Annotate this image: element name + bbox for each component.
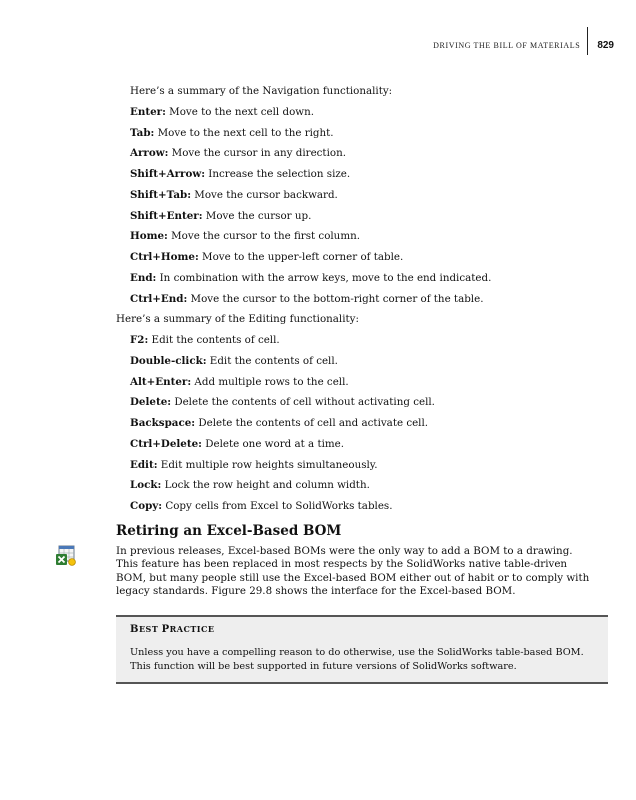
edit-item-copy [116, 500, 586, 512]
edit-item-lock [116, 479, 586, 491]
callout-title [130, 624, 594, 635]
nav-desc: Move to the upper-left corner of table. [198, 251, 404, 263]
navigation-intro: Here’s a summary of the Navigation functionality: [130, 85, 393, 97]
nav-item-home [116, 230, 586, 242]
nav-item-arrow [116, 147, 586, 159]
nav-desc: Increase the selection size. [205, 168, 351, 180]
edit-item-edit [116, 459, 586, 471]
edit-desc: Delete the contents of cell and activate cell. [195, 417, 429, 429]
nav-key: Ctrl+End: [130, 292, 188, 305]
nav-key: Home: [130, 230, 168, 243]
nav-desc: Move to the next cell to the right. [154, 126, 334, 139]
callout-title-initial: P [161, 623, 170, 635]
nav-key: Shift+Arrow: [130, 168, 206, 180]
edit-key: Alt+Enter: [130, 375, 192, 388]
nav-key: Arrow: [130, 147, 169, 160]
edit-item-f2 [116, 334, 586, 346]
edit-item-delete [116, 396, 586, 408]
nav-item-shift-tab [116, 189, 586, 201]
callout-title-smallcaps: RACTICE [169, 623, 215, 634]
nav-key: Shift+Enter: [130, 209, 203, 222]
nav-item-ctrl-home [116, 251, 586, 263]
section-heading: Retiring an Excel-Based BOM [116, 523, 342, 539]
running-title: DRIVING THE BILL OF MATERIALS [433, 40, 581, 50]
edit-item-backspace [116, 417, 586, 429]
nav-desc: Move the cursor to the bottom-right corner of the table. [187, 292, 484, 305]
excel-bom-icon [55, 545, 77, 567]
nav-item-enter [116, 106, 586, 118]
edit-desc: Edit the contents of cell. [148, 334, 280, 346]
nav-item-tab [116, 127, 586, 139]
edit-key: Copy: [130, 500, 163, 512]
edit-desc: Edit multiple row heights simultaneously. [157, 458, 378, 471]
edit-desc: Add multiple rows to the cell. [191, 375, 349, 388]
edit-desc: Lock the row height and column width. [161, 479, 370, 492]
edit-desc: Copy cells from Excel to SolidWorks tables. [162, 500, 393, 512]
nav-key: Ctrl+Home: [130, 251, 199, 263]
nav-item-end [116, 272, 586, 284]
page-content [116, 85, 590, 684]
nav-item-shift-enter [116, 210, 586, 222]
nav-desc: Move the cursor up. [202, 209, 312, 222]
edit-key: F2: [130, 334, 149, 346]
nav-desc: In combination with the arrow keys, move to the end indicated. [156, 271, 492, 284]
callout-text: Unless you have a compelling reason to do otherwise, use the SolidWorks table-based BOM. This function will be best supported in future versions of SolidWorks software. [130, 646, 584, 672]
edit-key: Double-click: [130, 354, 207, 367]
edit-desc: Edit the contents of cell. [206, 354, 338, 367]
nav-key: Tab: [130, 126, 155, 139]
edit-key: Delete: [130, 396, 172, 409]
editing-intro: Here’s a summary of the Editing functionality: [116, 313, 359, 326]
edit-key: Edit: [130, 458, 158, 471]
nav-desc: Move the cursor backward. [191, 188, 338, 201]
edit-desc: Delete the contents of cell without activating cell. [171, 396, 435, 409]
edit-key: Backspace: [130, 417, 196, 429]
running-head [433, 35, 614, 55]
page-number: 829 [597, 39, 614, 51]
callout-title-initial: B [130, 623, 139, 635]
edit-item-alt-enter [116, 376, 586, 388]
section-paragraph: In previous releases, Excel-based BOMs were the only way to add a BOM to a drawing. This feature has been replaced in most respects by the SolidWorks native table-driven BOM, but many people still use the Excel-based BOM either out of habit or to comply with legacy standards. Figure 29.8 shows the interface for the Excel-based BOM. [116, 545, 590, 598]
header-divider [587, 27, 588, 55]
section-body [116, 545, 592, 599]
nav-desc: Move the cursor to the first column. [167, 230, 360, 243]
nav-desc: Move to the next cell down. [165, 105, 314, 118]
nav-item-shift-arrow [116, 168, 586, 180]
edit-key: Lock: [130, 479, 162, 492]
nav-key: End: [130, 271, 157, 284]
nav-item-ctrl-end [116, 293, 586, 305]
nav-key: Enter: [130, 105, 166, 118]
edit-desc: Delete one word at a time. [201, 437, 345, 450]
nav-key: Shift+Tab: [130, 188, 191, 201]
nav-desc: Move the cursor in any direction. [168, 147, 346, 160]
edit-item-ctrl-delete [116, 438, 586, 450]
best-practice-callout [116, 615, 608, 684]
edit-item-double-click [116, 355, 586, 367]
callout-title-smallcaps: EST [138, 623, 162, 634]
edit-key: Ctrl+Delete: [130, 437, 202, 450]
